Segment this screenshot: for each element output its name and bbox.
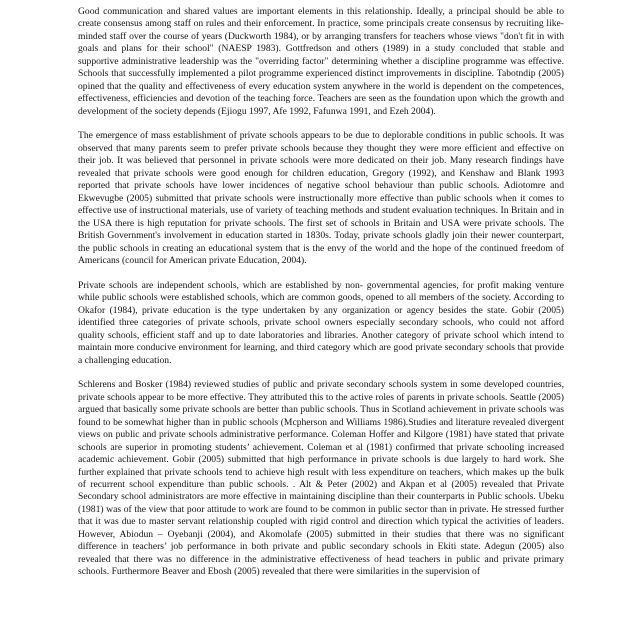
paragraph-leadership-discipline: Good communication and shared values are important elements in this relationship. Ideally, a principal should be able to create consensus among staff on rules and their enforcement. In practice, some principals create consensus by recruiting like-minded staff over the course of years (Duckworth 1984), or by arranging transfers for teachers whose views "don't fit in with goals and plans for their school" (NAESP 1983). Gottfredson and others (1989) in a study concluded that stable and supportive administrative leadership was the "overriding factor" determining whether a discipline programme was effective. Schools that successfully implemented a pilot programme experienced distinct improvements in discipline. Tabotndip (2005) opined that the quality and effectiveness of every education system anywhere in the world is dependent on the competences, effectiveness, efficiencies and devotion of the teaching force. Teachers are seen as the foundation upon which the growth and development of the society depends (Ejiogu 1997, Afe 1992, Fafunwa 1991, and Ezeh 2004). xyxy=(78,6,564,117)
paragraph-private-school-emergence: The emergence of mass establishment of private schools appears to be due to deplorable conditions in public schools. It was observed that many parents seem to prefer private schools because they thought they were more efficient and effective on their job. It was believed that personnel in private schools were more dedicated on their job. Many research findings have revealed that private schools were good enough for children education, Gregory (1992), and Kenshaw and Blank 1993 reported that private schools have lower incidences of negative school behaviour than public schools. Adiotomre and Ekwevugbe (2005) submitted that private schools were instructionally more effective than public schools when it comes to effective use of instructional materials, use of variety of teaching methods and student evaluation techniques. In Britain and in the USA there is high reputation for private schools. The first set of schools in Britain and USA were private schools. The British Government's involvement in education started in 1830s. Today, private schools gladly join their newer counterpart, the public schools in creating an educational system that is the envy of the world and the hope of the continued freedom of Americans (council for American private Education, 2004). xyxy=(78,130,564,266)
paragraph-private-school-definition: Private schools are independent schools, which are established by non- governmental agencies, for profit making venture while public schools were established schools, which are common goods, opened to all members of the society. According to Okafor (1984), private education is the type undertaken by any organization or agency besides the state. Gobir (2005) identified three categories of private schools, private school owners especially secondary schools, who could not afford quality schools, efficient staff and up to date laboratories and libraries. Another category of private school which intend to maintain more conducive environment for learning, and third category which are good private secondary schools that provide a challenging education. xyxy=(78,279,564,366)
paragraph-public-vs-private-studies: Schlerens and Bosker (1984) reviewed studies of public and private secondary schools system in some developed countries, private schools appear to be more effective. They attributed this to the active roles of parents in private schools. Seattle (2005) argued that basically some private schools are better than public schools. Thus in Scotland achievement in private schools was found to be somewhat higher than in public schools (Mcpherson and Williams 1986).Studies and literature revealed divergent views on public and private schools administrative performance. Coleman Hoffer and Kilgore (1981) have stated that private schools are superior in promoting students’ achievement. Coleman et al (1981) confirmed that private schooling increased academic achievement. Gobir (2005) submitted that high performance in private schools is due largely to hard work. She further explained that private schools tend to achieve high result with less expenditure on teachers, which makes up the bulk of recurrent school expenditure than public schools. . Alt & Peter (2002) and Akpan et al (2005) revealed that Private Secondary school administrators are more effective in maintaining discipline than their counterparts in Public schools. Ubeku (1981) was of the view that poor attitude to work are found to be common in public sector than in private. He stressed further that it was due to master servant relationship coupled with rigid control and direction which typical the activities of leaders. However, Abiodun – Oyebanji (2004), and Akomolafe (2005) submitted in their studies that there was no significant difference in teachers’ job performance in both private and public secondary schools in Ekiti state. Adegun (2005) also revealed that there was no difference in the administrative effectiveness of head teachers in public and private primary schools. Furthermore Beaver and Ebosh (2005) revealed that there were similarities in the supervision of xyxy=(78,379,564,578)
document-page xyxy=(78,6,564,591)
